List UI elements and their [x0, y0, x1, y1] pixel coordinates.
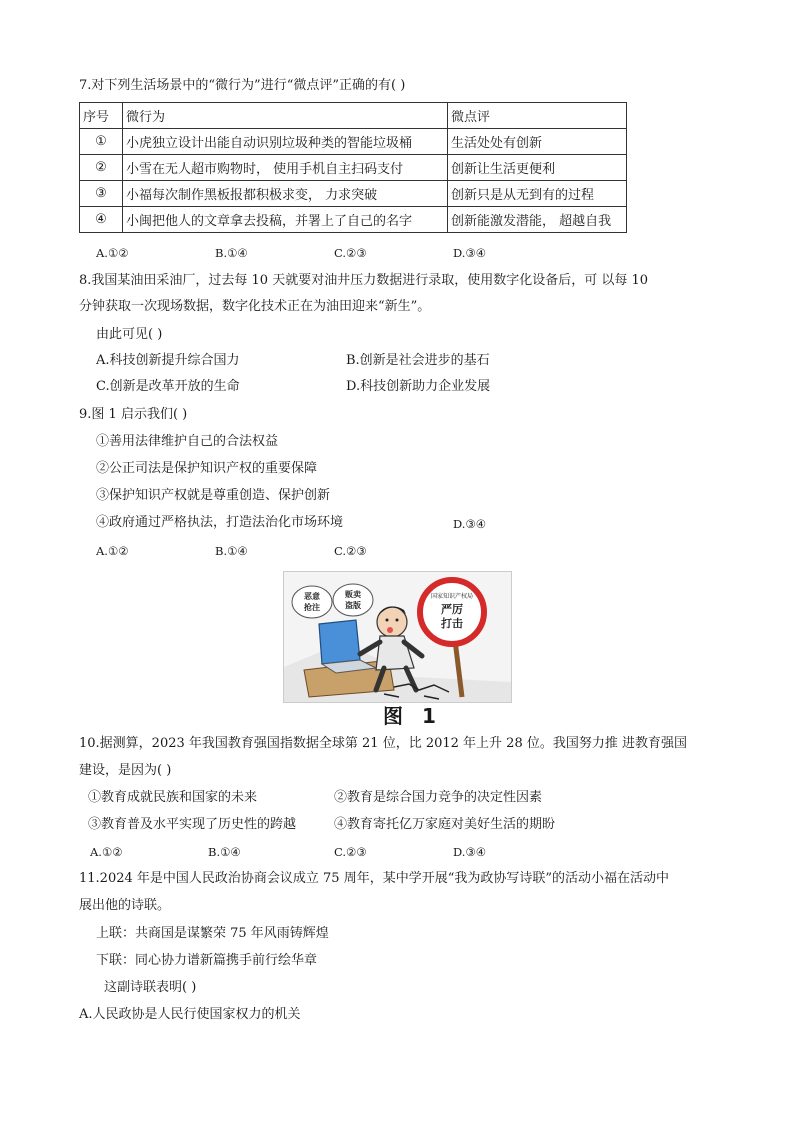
sign-text-main-2: 打击 — [441, 617, 463, 630]
bubble-text-left-1: 恶意 — [304, 591, 320, 601]
q7-option-d: D.③④ — [453, 246, 487, 260]
table-cell: ③ — [80, 181, 123, 207]
q7-table — [79, 102, 627, 233]
q8-option-a: A.科技创新提升综合国力 — [96, 353, 240, 368]
table-cell: 创新让生活更便利 — [448, 155, 627, 181]
q10-option-d: D.③④ — [453, 845, 487, 859]
table-header: 序号 — [80, 103, 123, 129]
table-header: 微点评 — [448, 103, 627, 129]
q11-stem-line2: 展出他的诗联。 — [79, 898, 171, 913]
q11-stem-line1: 11.2024 年是中国人民政治协商会议成立 75 周年，某中学开展“我为政协写诗联”的活动小福在活动中 — [79, 871, 669, 886]
table-cell: 小雪在无人超市购物时， 使用手机自主扫码支付 — [123, 155, 448, 181]
q11-couplet-upper: 上联：共商国是谋繁荣 75 年风雨铸辉煌 — [96, 926, 329, 941]
q7-option-c: C.②③ — [334, 246, 367, 260]
q9-statement: ②公正司法是保护知识产权的重要保障 — [96, 461, 318, 476]
table-cell: ① — [80, 129, 123, 155]
table-cell: ② — [80, 155, 123, 181]
table-cell: 小闽把他人的文章拿去投稿，并署上了自己的名字 — [123, 207, 448, 233]
q11-option-a: A.人民政协是人民行使国家权力的机关 — [79, 1007, 301, 1022]
q10-stem-line2: 建设，是因为( ) — [79, 763, 172, 778]
q7-option-b: B.①④ — [215, 246, 248, 260]
table-cell: ④ — [80, 207, 123, 233]
table-row — [80, 129, 627, 155]
table-row — [80, 181, 627, 207]
q8-option-d: D.科技创新助力企业发展 — [346, 379, 491, 394]
table-cell: 创新能激发潜能， 超越自我 — [448, 207, 627, 233]
q9-option-c: C.②③ — [334, 544, 367, 558]
q9-statement: ③保护知识产权就是尊重创造、保护创新 — [96, 488, 331, 503]
table-cell: 小虎独立设计出能自动识别垃圾种类的智能垃圾桶 — [123, 129, 448, 155]
figure-1-cartoon — [283, 571, 512, 703]
table-row — [80, 207, 627, 233]
figure-caption: 图 1 — [383, 704, 442, 728]
q11-prompt: 这副诗联表明( ) — [104, 980, 197, 995]
table-header: 微行为 — [123, 103, 448, 129]
sign-text-top: 国家知识产权局 — [430, 593, 474, 600]
bubble-text-left-2: 抢注 — [304, 602, 320, 612]
q10-statement: ②教育是综合国力竞争的决定性因素 — [334, 790, 543, 805]
q10-option-b: B.①④ — [208, 845, 241, 859]
table-row — [80, 155, 627, 181]
q10-statement: ④教育寄托亿万家庭对美好生活的期盼 — [334, 817, 556, 832]
q8-option-c: C.创新是改革开放的生命 — [96, 379, 240, 394]
q10-stem-line1: 10.据测算，2023 年我国教育强国指数据全球第 21 位，比 2012 年上升 28 位。我国努力推 进教育强国 — [79, 736, 687, 751]
q9-option-b: B.①④ — [215, 544, 248, 558]
table-header-row — [80, 103, 627, 129]
q8-stem-line3: 由此可见( ) — [96, 327, 163, 342]
q9-option-d: D.③④ — [453, 517, 487, 531]
bubble-text-right-1: 贩卖 — [345, 589, 361, 599]
q7-stem: 7.对下列生活场景中的“微行为”进行“微点评”正确的有( ) — [79, 78, 406, 93]
q10-option-c: C.②③ — [334, 845, 367, 859]
q10-option-a: A.①② — [90, 845, 123, 859]
q11-couplet-lower: 下联：同心协力谱新篇携手前行绘华章 — [96, 953, 318, 968]
table-cell: 生活处处有创新 — [448, 129, 627, 155]
q9-statement: ④政府通过严格执法，打造法治化市场环境 — [96, 515, 344, 530]
q10-statement: ③教育普及水平实现了历史性的跨越 — [88, 817, 297, 832]
q9-stem: 9.图 1 启示我们( ) — [79, 407, 188, 422]
sign-text-main-1: 严厉 — [441, 603, 463, 616]
q10-statement: ①教育成就民族和国家的未来 — [88, 790, 258, 805]
bubble-text-right-2: 盗版 — [345, 600, 361, 610]
q8-stem-line1: 8.我国某油田采油厂，过去每 10 天就要对油井压力数据进行录取，使用数字化设备后，可 以每 10 — [79, 273, 649, 288]
q8-option-b: B.创新是社会进步的基石 — [346, 353, 490, 368]
q8-stem-line2: 分钟获取一次现场数据，数字化技术正在为油田迎来“新生”。 — [79, 299, 431, 314]
q9-option-a: A.①② — [96, 544, 129, 558]
table-cell: 小福每次制作黑板报都积极求变， 力求突破 — [123, 181, 448, 207]
cartoon-illustration — [284, 572, 511, 702]
table-cell: 创新只是从无到有的过程 — [448, 181, 627, 207]
q9-statement: ①善用法律维护自己的合法权益 — [96, 434, 279, 449]
q7-option-a: A.①② — [96, 246, 129, 260]
